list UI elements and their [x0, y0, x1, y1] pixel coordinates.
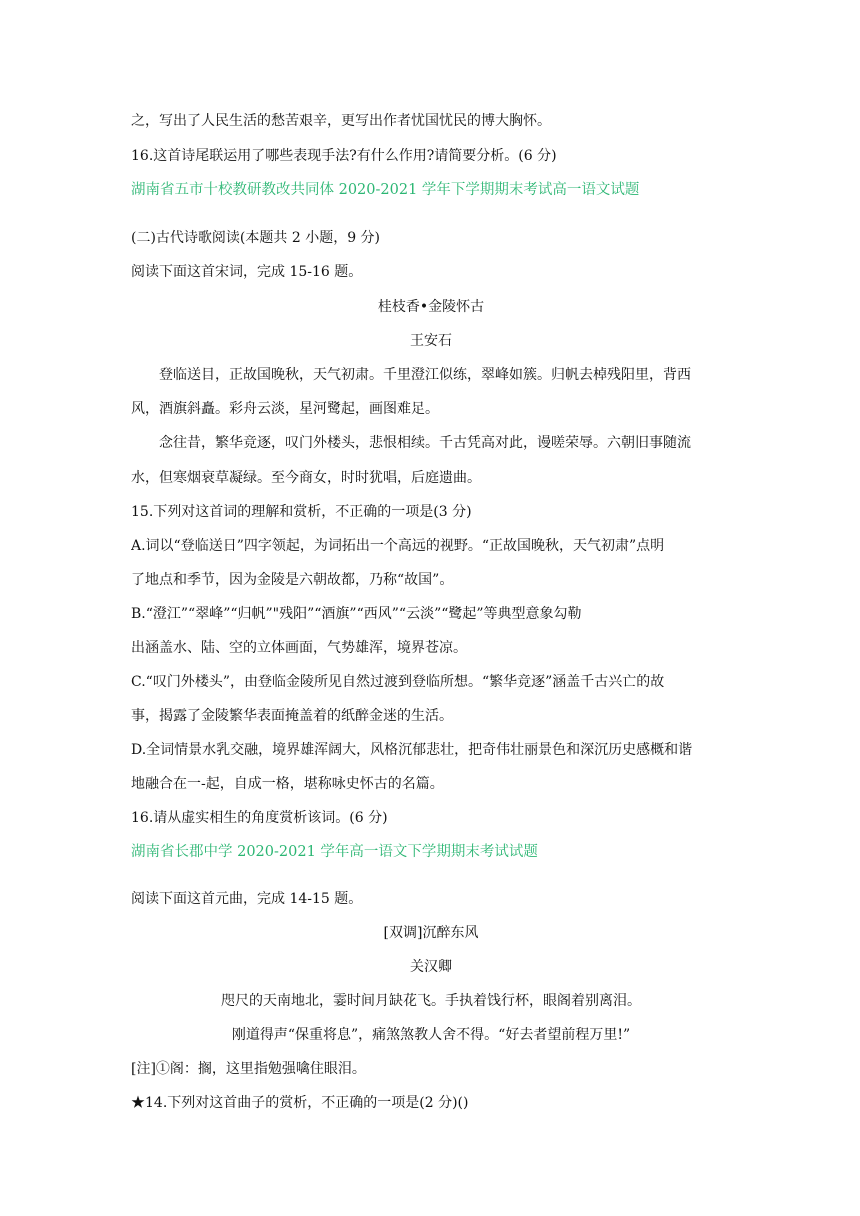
option-d-line: 地融合在一-起，自成一格，堪称咏史怀古的名篇。	[131, 776, 444, 792]
option-c-line: C.“叹门外楼头”，由登临金陵所见自然过渡到登临所想。“繁华竞逐”涵盖千古兴亡的故	[131, 674, 665, 690]
qu-title: [双调]沉醉东风	[383, 925, 479, 941]
option-d-line: D.全词情景水乳交融，境界雄浑阔大，风格沉郁悲壮，把奇伟壮丽景色和深沉历史感概和谐	[131, 742, 693, 758]
reading-instruction: 阅读下面这首宋词，完成 15-16 题。	[131, 264, 363, 280]
poem-line: 登临送目，正故国晚秋，天气初肃。千里澄江似练，翠峰如簇。归帆去棹残阳里，背西	[159, 367, 691, 383]
option-b-line: B.“澄江”“翠峰”“归帆”"残阳”“酒旗”“西风”“云淡”“鹭起”等典型意象勾勒	[131, 606, 582, 622]
source-title-link[interactable]: 湖南省长郡中学 2020-2021 学年高一语文下学期期末考试试题	[131, 844, 538, 860]
qu-line: 刚道得声“保重将息”，痛煞煞教人舍不得。“好去者望前程万里!”	[231, 1027, 631, 1043]
reading-instruction: 阅读下面这首元曲，完成 14-15 题。	[131, 891, 363, 907]
poem-line: 风，酒旗斜矗。彩舟云淡，星河鹭起，画图难足。	[131, 401, 439, 417]
option-a-line: A.词以“登临送日”四字领起，为词拓出一个高远的视野。“正故国晚秋，天气初肃”点明	[131, 538, 665, 554]
text-line: 之，写出了人民生活的愁苦艰辛，更写出作者忧国忧民的博大胸怀。	[131, 113, 551, 129]
option-c-line: 事，揭露了金陵繁华表面掩盖着的纸醉金迷的生活。	[131, 708, 453, 724]
question-14-prompt: ★14.下列对这首曲子的赏析，不正确的一项是(2 分)()	[131, 1095, 469, 1111]
source-title-link[interactable]: 湖南省五市十校教研教改共同体 2020-2021 学年下学期期末考试高一语文试题	[131, 182, 640, 198]
annotation-note: [注]①阁：搁，这里指勉强噙住眼泪。	[131, 1061, 366, 1077]
poem-line: 念往昔，繁华竞逐，叹门外楼头，悲恨相续。千古凭高对此，谩嗟荣辱。六朝旧事随流	[159, 435, 691, 451]
poem-title: 桂枝香•金陵怀古	[377, 299, 485, 315]
poem-author: 王安石	[410, 333, 452, 349]
qu-line: 咫尺的天南地北，霎时间月缺花飞。手执着饯行杯，眼阁着别离泪。	[221, 993, 641, 1009]
qu-author: 关汉卿	[410, 959, 452, 975]
question-15-prompt: 15.下列对这首词的理解和赏析，不正确的一项是(3 分)	[131, 504, 472, 520]
poem-line: 水，但寒烟衰草凝绿。至今商女，时时犹唱，后庭遗曲。	[131, 470, 481, 486]
option-a-line: 了地点和季节，因为金陵是六朝故都，乃称“故国”。	[131, 572, 454, 588]
question-16-prompt: 16.这首诗尾联运用了哪些表现手法?有什么作用?请简要分析。(6 分)	[131, 148, 557, 164]
question-16-prompt: 16.请从虚实相生的角度赏析该词。(6 分)	[131, 810, 388, 826]
section-heading: (二)古代诗歌阅读(本题共 2 小题，9 分)	[131, 230, 381, 246]
option-b-line: 出涵盖水、陆、空的立体画面，气势雄浑，境界苍凉。	[131, 640, 467, 656]
